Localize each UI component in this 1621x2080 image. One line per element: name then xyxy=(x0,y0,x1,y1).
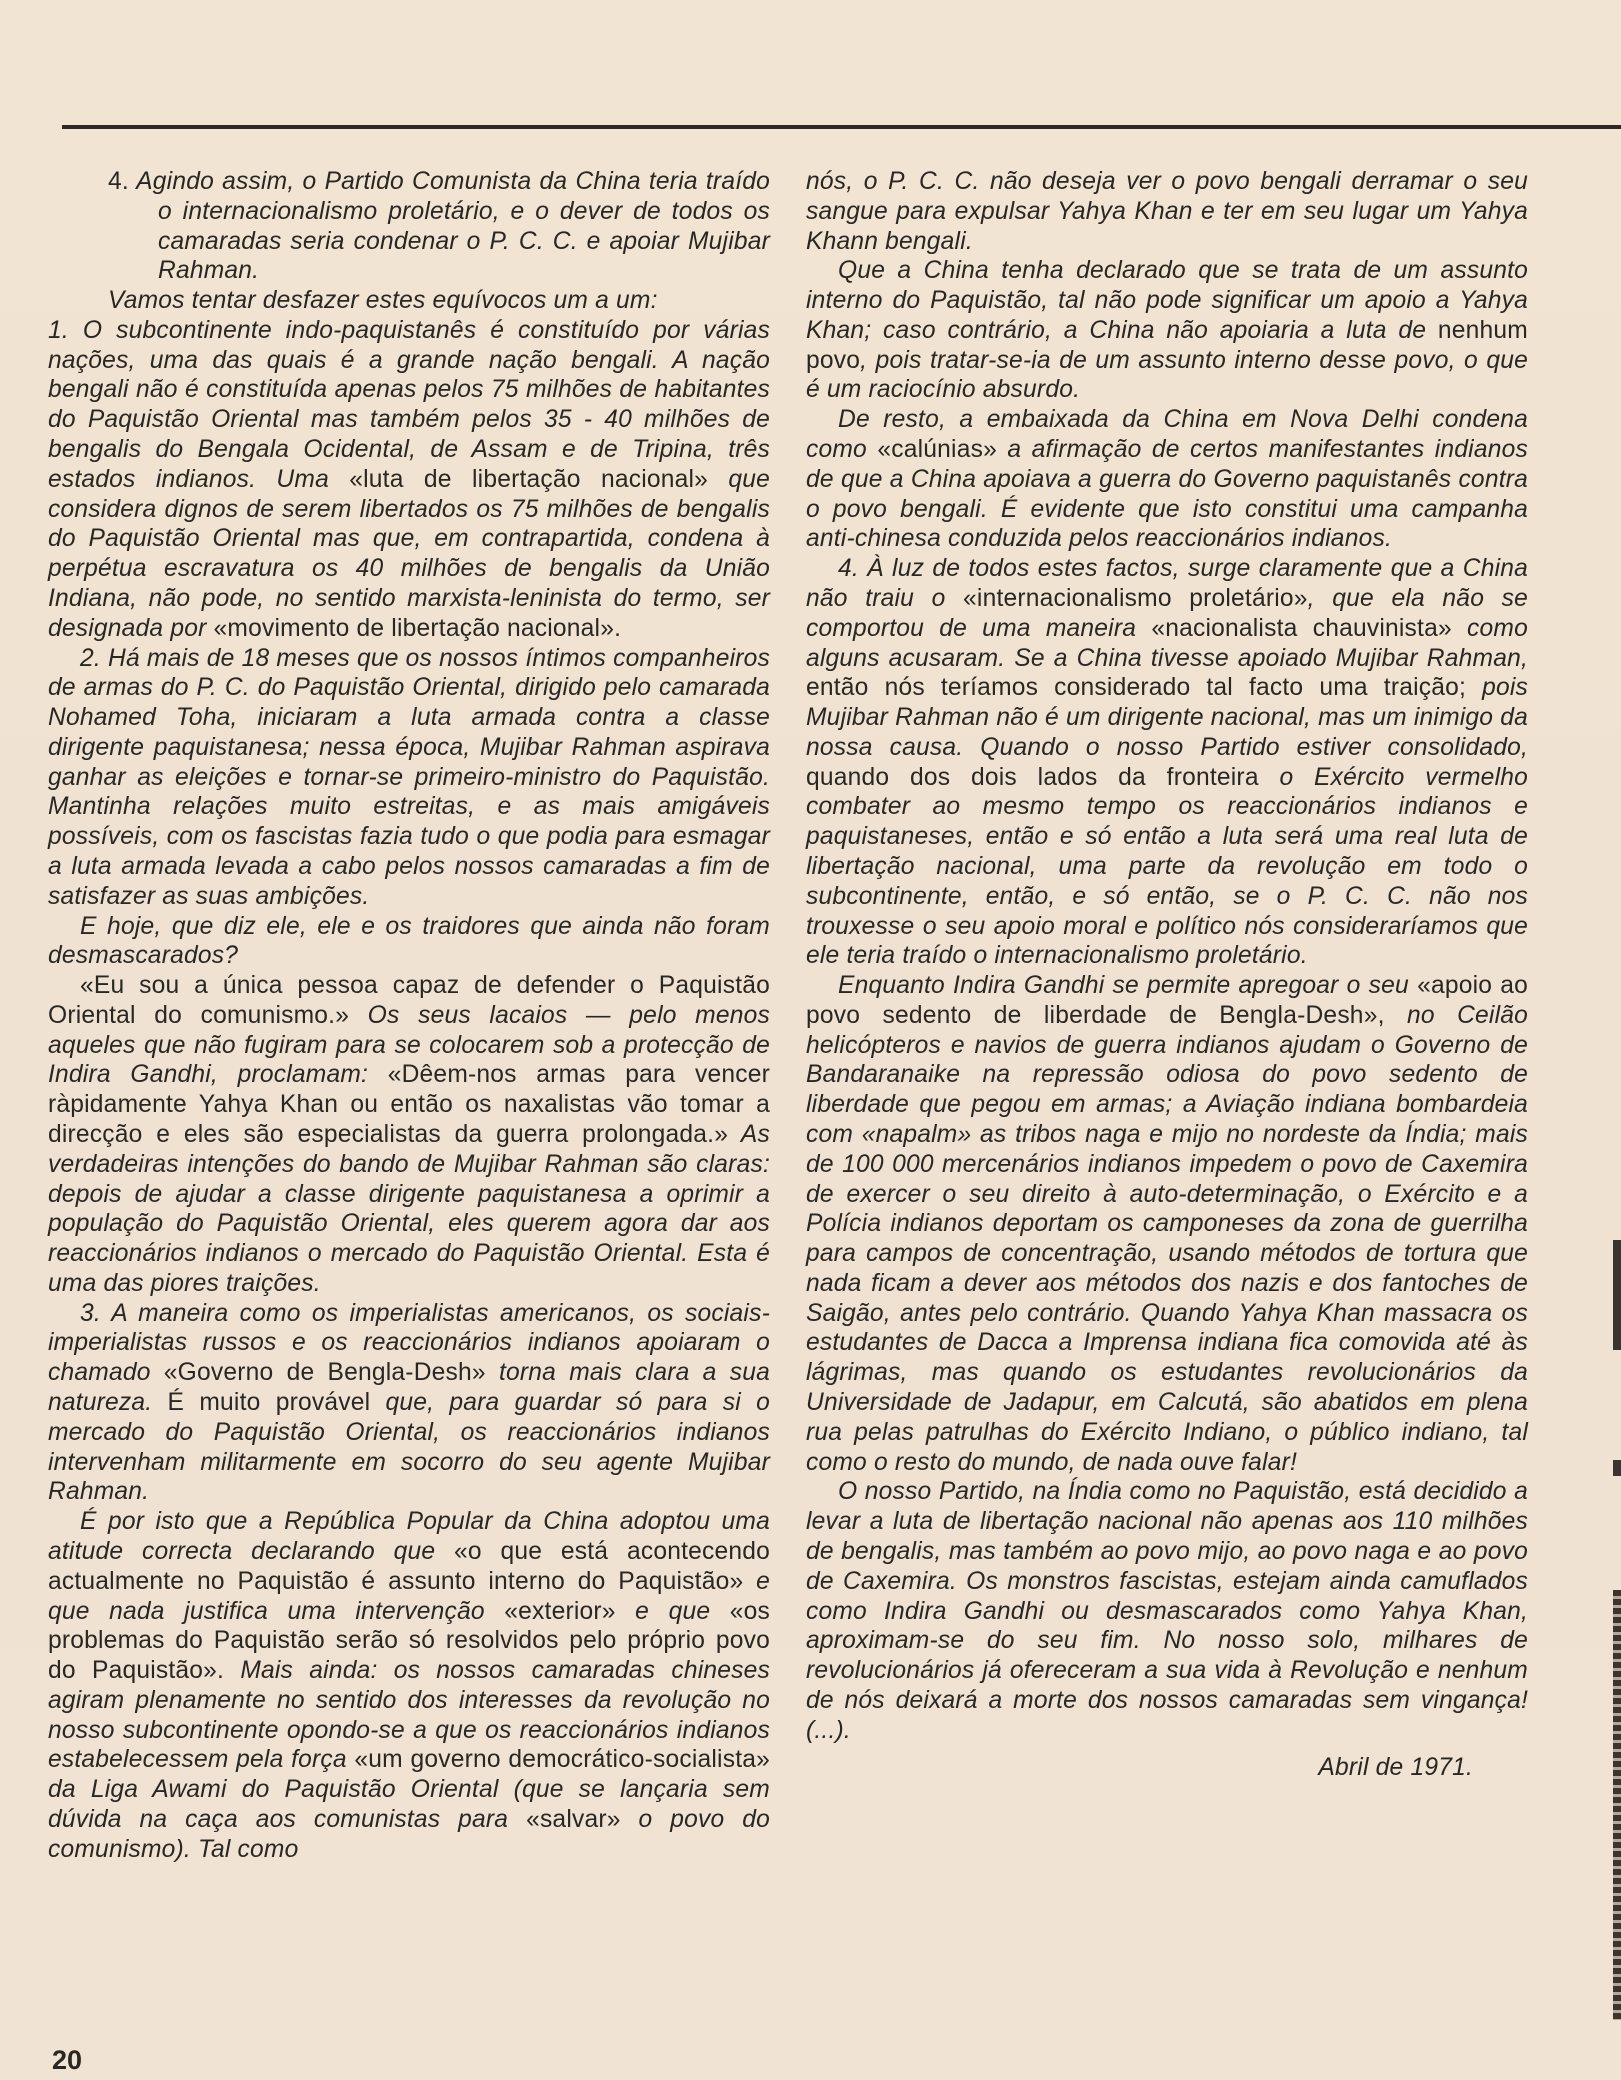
party-paragraph: O nosso Partido, na Índia como no Paquistão, está decidido a levar a luta de libertação nacional não apenas aos 110 milhões de bengalis, mas também ao povo mijo, ao povo naga e ao povo de Caxemira. Os monstros fascistas, estejam ainda camuflados como Indira Gandhi ou desmascarados como Yahya Khan, aproximam-se do seu fim. No nosso solo, milhares de revolucionários já ofereceram a sua vida à Revolução e nenhum de nós deixará a morte dos nossos camaradas sem vingança! (...). xyxy=(806,1478,1528,1744)
point-number: 4. xyxy=(108,168,129,195)
indira-gandhi-paragraph: Enquanto Indira Gandhi se permite apregoar o seu «apoio ao povo sedento de liberdade de Bengla-Desh», no Ceilão helicópteros e navios de guerra indianos ajudam o Governo de Bandaranaike na repressão odiosa do povo sedento de liberdade que pegou em armas; a Aviação indiana bombardeia com «napalm» as tribos naga e mijo no nordeste da Índia; mais de 100 000 mercenários indianos impedem o povo de Caxemira de exercer o seu direito à auto-determinação, o Exército e a Polícia indianos deportam os camponeses da zona de guerrilha para campos de concentração, usando métodos de tortura que nada ficam a dever aos métodos dos nazis e dos fantoches de Saigão, antes pelo contrário. Quando Yahya Khan massacra os estudantes de Dacca a Imprensa indiana fica comovida até às lágrimas, mas quando os estudantes revolucionários da Universidade de Jadapur, em Calcutá, são abatidos em plena rua pelas patrulhas do Exército Indiano, o público indiano, tal como o resto do mundo, de nada ouve falar! xyxy=(806,972,1528,1476)
embassy-paragraph: De resto, a embaixada da China em Nova Delhi condena como «calúnias» a afirmação de certos manifestantes indianos de que a China apoiava a guerra do Governo paquistanês contra o povo bengali. É evidente que isto constitui uma campanha anti-chinesa conduzida pelos reaccionários indianos. xyxy=(806,406,1528,553)
china-position-paragraph: É por isto que a República Popular da China adoptou uma atitude correcta declarando que «o que está acontecendo actualmente no Paquistão é assunto interno do Paquistão» e que nada justifica uma intervenção «exterior» e que «os problemas do Paquistão serão só resolvidos pelo próprio povo do Paquistão». Mais ainda: os nossos camaradas chineses agiram plenamente no sentido dos interesses da revolução no nosso subcontinente opondo-se a que os reaccionários indianos estabelecessem pela força «um governo democrático-socialista» da Liga Awami do Paquistão Oriental (que se lançaria sem dúvida na caça aos comunistas para «salvar» o povo do comunismo). Tal como xyxy=(48,1508,771,1863)
page-edge-mark xyxy=(1613,1460,1621,1476)
page-edge-mark xyxy=(1613,1590,1621,2020)
point-2-paragraph: 2. Há mais de 18 meses que os nossos íntimos companheiros de armas do P. C. do Paquistão Oriental, dirigido pelo camarada Nohamed Toha, iniciaram a luta armada contra a classe dirigente paquistanesa; nessa época, Mujibar Rahman aspirava ganhar as eleições e tornar-se primeiro-ministro do Paquistão. Mantinha relações muito estreitas, e as mais amigáveis possíveis, com os fascistas fazia tudo o que podia para esmagar a luta armada levada a cabo pelos nossos camaradas a fim de satisfazer as suas ambições. xyxy=(48,644,770,910)
date-signature: Abril de 1971. xyxy=(1318,1754,1473,1782)
point-4-conclusion-paragraph: 4. À luz de todos estes factos, surge claramente que a China não traiu o «internacionalismo proletário», que ela não se comportou de uma maneira «nacionalista chauvinista» como alguns acusaram. Se a China tivesse apoiado Mujibar Rahman, então nós teríamos considerado tal facto uma traição; pois Mujibar Rahman não é um dirigente nacional, mas um inimigo da nossa causa. Quando o nosso Partido estiver consolidado, quando dos dois lados da fronteira o Exército vermelho combater ao mesmo tempo os reaccionários indianos e paquistaneses, então e só então a luta será uma real luta de libertação nacional, uma parte da revolução em todo o subcontinente, então, e só então, se o P. C. C. não nos trouxesse o seu apoio moral e político nós consideraríamos que ele teria traído o internacionalismo proletário. xyxy=(806,555,1529,970)
top-rule xyxy=(62,125,1621,129)
internal-affair-paragraph: Que a China tenha declarado que se trata de um assunto interno do Paquistão, tal não pode significar um apoio a Yahya Khan; caso contrário, a China não apoiaria a luta de nenhum povo, pois tratar-se-ia de um assunto interno desse povo, o que é um raciocínio absurdo. xyxy=(806,257,1528,404)
question-paragraph: E hoje, que diz ele, ele e os traidores que ainda não foram desmascarados? xyxy=(48,912,770,970)
quotes-paragraph: «Eu sou a única pessoa capaz de defender o Paquistão Oriental do comunismo.» Os seus lacaios — pelo menos aqueles que não fugiram para se colocarem sob a protecção de Indira Gandhi, proclamam: «Dêem-nos armas para vencer ràpidamente Yahya Khan ou então os naxalistas vão tomar a direcção e eles são especialistas da guerra prolongada.» As verdadeiras intenções do bando de Mujibar Rahman são claras: depois de ajudar a classe dirigente paquistanesa a oprimir a população do Paquistão Oriental, eles querem agora dar aos reaccionários indianos o mercado do Paquistão Oriental. Esta é uma das piores traições. xyxy=(48,972,771,1297)
page-edge-mark xyxy=(1613,1240,1621,1350)
continuation-paragraph: nós, o P. C. C. não deseja ver o povo bengali derramar o seu sangue para expulsar Yahya Khan e ter em seu lugar um Yahya Khann bengali. xyxy=(806,168,1528,255)
left-column xyxy=(48,167,770,1865)
intro-line: Vamos tentar desfazer estes equívocos um a um: xyxy=(108,287,658,315)
point-1-paragraph: 1. O subcontinente indo-paquistanês é constituído por várias nações, uma das quais é a grande nação bengali. A nação bengali não é constituída apenas pelos 75 milhões de habitantes do Paquistão Oriental mas também pelos 35 - 40 milhões de bengalis do Bengala Ocidental, de Assam e de Tripina, três estados indianos. Uma «luta de libertação nacional» que considera dignos de serem libertados os 75 milhões de bengalis do Paquistão Oriental mas que, em contrapartida, condena à perpétua escravatura os 40 milhões de bengalis da União Indiana, não pode, no sentido marxista-leninista do termo, ser designada por «movimento de libertação nacional». xyxy=(48,316,770,642)
point-3-paragraph: 3. A maneira como os imperialistas americanos, os sociais-imperialistas russos e os reaccionários indianos apoiaram o chamado «Governo de Bengla-Desh» torna mais clara a sua natureza. É muito provável que, para guardar só para si o mercado do Paquistão Oriental, os reaccionários indianos intervenham militarmente em socorro do seu agente Mujibar Rahman. xyxy=(48,1299,770,1506)
right-column xyxy=(806,167,1528,1783)
page-number: 20 xyxy=(52,2045,83,2075)
paragraph-text: Agindo assim, o Partido Comunista da China teria traído o internacionalismo proletário, e o dever de todos os camaradas seria condenar o P. C. C. e apoiar Mujibar Rahman. xyxy=(136,168,770,285)
point-4-paragraph xyxy=(48,167,770,286)
